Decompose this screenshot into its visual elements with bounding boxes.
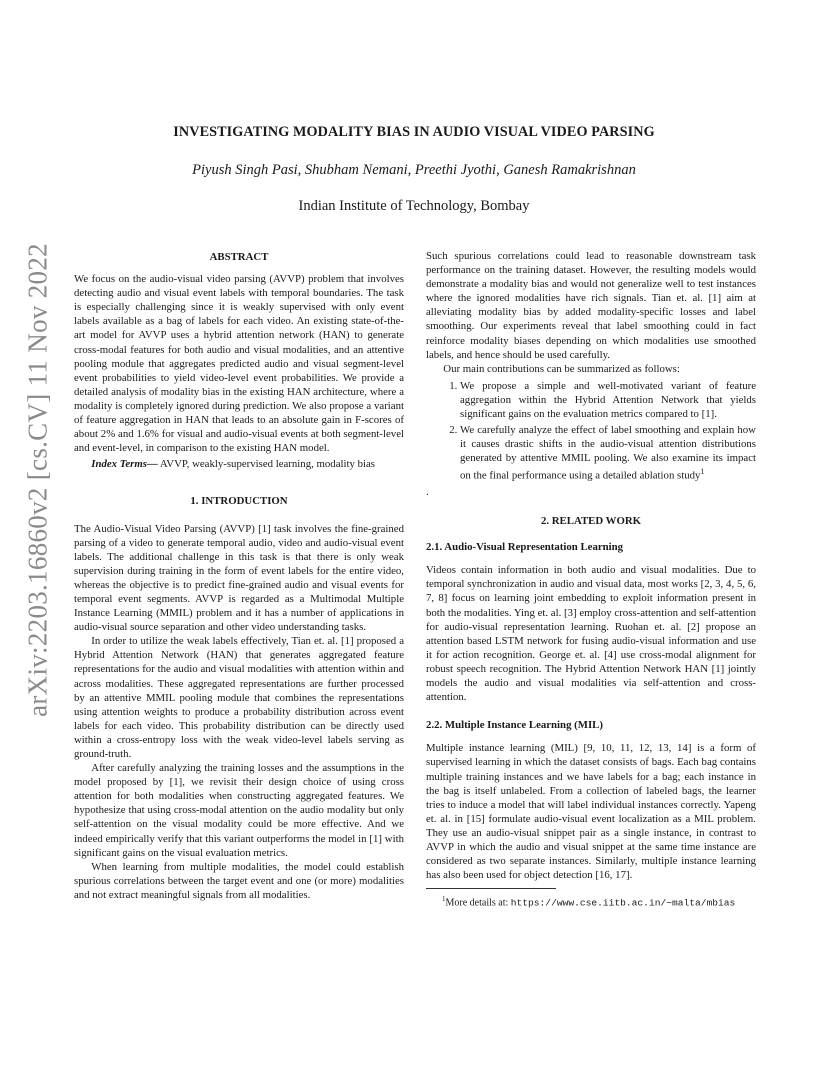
abstract-heading: ABSTRACT (209, 251, 269, 263)
left-column (74, 250, 404, 902)
stray-dot: . (426, 486, 429, 499)
related-paragraph-1: Videos contain information in both audio and visual modalities. Due to temporal synchronization in audio and visual data, most works [2, 3, 4, 5, 6, 7, 8] focus on learning joint embedding to exploit information present in both the modalities. Ying et. al. [3] employ cross-attention and self-attention for audio-visual representation learning. Ruohan et. al. [2] propose an attention based LSTM network for fusing audio-visual information and use it for action recognition. George et. al. [4] use cross-modal alignment for robust speech recognition. The Hybrid Attention Network HAN [1] jointly models the audio and visual modalities via self-attention and cross-attention. (426, 564, 756, 704)
list-item: 1. We propose a simple and well-motivated variant of feature aggregation within the Hybrid Attention Network that yields significant gains on the evaluation metrics compared to [1]. (460, 379, 756, 421)
subsection-heading-2-1: 2.1. Audio-Visual Representation Learning (426, 541, 624, 554)
arxiv-watermark (18, 243, 58, 717)
intro-heading: 1. INTRODUCTION (190, 495, 288, 508)
footnote (426, 893, 756, 910)
list-item (460, 423, 756, 483)
list-item-text: We carefully analyze the effect of label smoothing and explain how it causes drastic shifts in the audio-visual attention distributions generated by attentive MMIL pooling. We also examine its impact on the final performance using a detailed ablation study (460, 424, 756, 482)
index-terms (74, 457, 404, 471)
intro-paragraph-6: Our main contributions can be summarized as follows: (443, 362, 680, 375)
paper-title: INVESTIGATING MODALITY BIAS IN AUDIO VISUAL VIDEO PARSING (173, 124, 655, 140)
index-terms-label: Index Terms— (91, 458, 158, 471)
right-column (426, 249, 756, 910)
footnote-text: More details at: (445, 897, 511, 909)
footnote-url[interactable]: https://www.cse.iitb.ac.in/~malta/mbias (510, 897, 736, 909)
footnote-ref: 1 (700, 467, 705, 477)
intro-paragraph-2: In order to utilize the weak labels effectively, Tian et. al. [1] proposed a Hybrid Attention Network (HAN) that generates aggregated feature representations for the audio and visual modalities with attention within and across modalities. These aggregated representations are further processed by an attentive MMIL pooling module that combines the representations using attention weights to produce a probability distribution across event labels for each video. This probability distribution can be directly used within a cross-entropy loss with the weak video-level labels serving as ground-truth. (74, 635, 404, 760)
abstract-text: We focus on the audio-visual video parsing (AVVP) problem that involves detecting audio and visual event labels with temporal boundaries. The task is especially challenging since it is weakly supervised with only event labels available as a bag of labels for each video. An existing state-of-the-art model for AVVP uses a hybrid attention network (HAN) to generate cross-modal features for both audio and visual modalities, and an attentive pooling module that aggregates predicted audio and visual segment-level event probabilities to yield video-level event probabilities. We provide a detailed analysis of modality bias in the existing HAN architecture, where a modality is completely ignored during prediction. We also propose a variant of feature aggregation in HAN that leads to an absolute gain in F-scores of about 2% and 1.6% for visual and audio-visual events at both segment-level and event-level, in comparison to the existing HAN model. (74, 273, 404, 455)
intro-paragraph-1: The Audio-Visual Video Parsing (AVVP) [1] task involves the fine-grained parsing of a video to generate temporal audio, video and audio-visual event labels. The additional challenge in this task is that there is only weak supervision during training in the form of event labels for the entire video, whereas the objective is to predict fine-grained audio and visual events for temporal event segments. AVVP is regarded as a Multimodal Multiple Instance Learning (MMIL) problem and it has a number of applications in audio-visual source separation and other video understanding tasks. (74, 522, 404, 634)
arxiv-id: arXiv:2203.16860v2 [cs.CV] 11 Nov 2022 (22, 243, 53, 717)
related-paragraph-2: Multiple instance learning (MIL) [9, 10, 11, 12, 13, 14] is a form of supervised learning in which the dataset consists of bags. Each bag contains multiple training instances and we have labels for a bag; each instance in the bag is itself unlabeled. From a collection of labeled bags, the learner tries to induce a model that will label individual instances correctly. Yapeng et. al. in [15] formulate audio-visual event localization as a MIL problem. They use an audio-visual snippet pair as a single instance, in contrast to AVVP in which the audio and visual snippet at the same time instance are considered as two separate instances. Similarly, multiple instance learning has also been used for object detection [16, 17]. (426, 742, 756, 882)
paper-affiliation: Indian Institute of Technology, Bombay (298, 198, 530, 214)
related-heading: 2. RELATED WORK (540, 515, 642, 528)
intro-paragraph-3: After carefully analyzing the training losses and the assumptions in the model proposed by [1], we revisit their design choice of using cross attention for both modalities when constructing aggregated features. We hypothesize that using cross-modal attention on the audio modality but only self-attention on the visual modality could be more effective. And we indeed empirically verify that this variant outperforms the model in [1] with significant gains on the visual evaluation metrics. (74, 762, 404, 859)
intro-paragraph-4: When learning from multiple modalities, the model could establish spurious correlations between the target event and one (or more) modalities and not extract meaningful signals from all modalities. (74, 860, 404, 901)
index-terms-text: AVVP, weakly-supervised learning, modality bias (157, 458, 375, 471)
paper-authors: Piyush Singh Pasi, Shubham Nemani, Preethi Jyothi, Ganesh Ramakrishnan (192, 162, 636, 178)
footnote-rule (426, 888, 556, 889)
footnote-mark: 1 (442, 895, 446, 904)
contributions-list (426, 379, 756, 483)
intro-paragraph-5: Such spurious correlations could lead to reasonable downstream task performance on the training dataset. However, the resulting models would demonstrate a modality bias and would not generalize well to test instances where the ignored modalities have rich signals. Tian et. al. [1] aim at alleviating modality bias by added modality-specific losses and label smoothing. Our experiments reveal that label smoothing could in fact reinforce modality biases depending on which modalities use smoothed labels, and hence should be used carefully. (426, 250, 756, 361)
subsection-heading-2-2: 2.2. Multiple Instance Learning (MIL) (426, 719, 603, 732)
